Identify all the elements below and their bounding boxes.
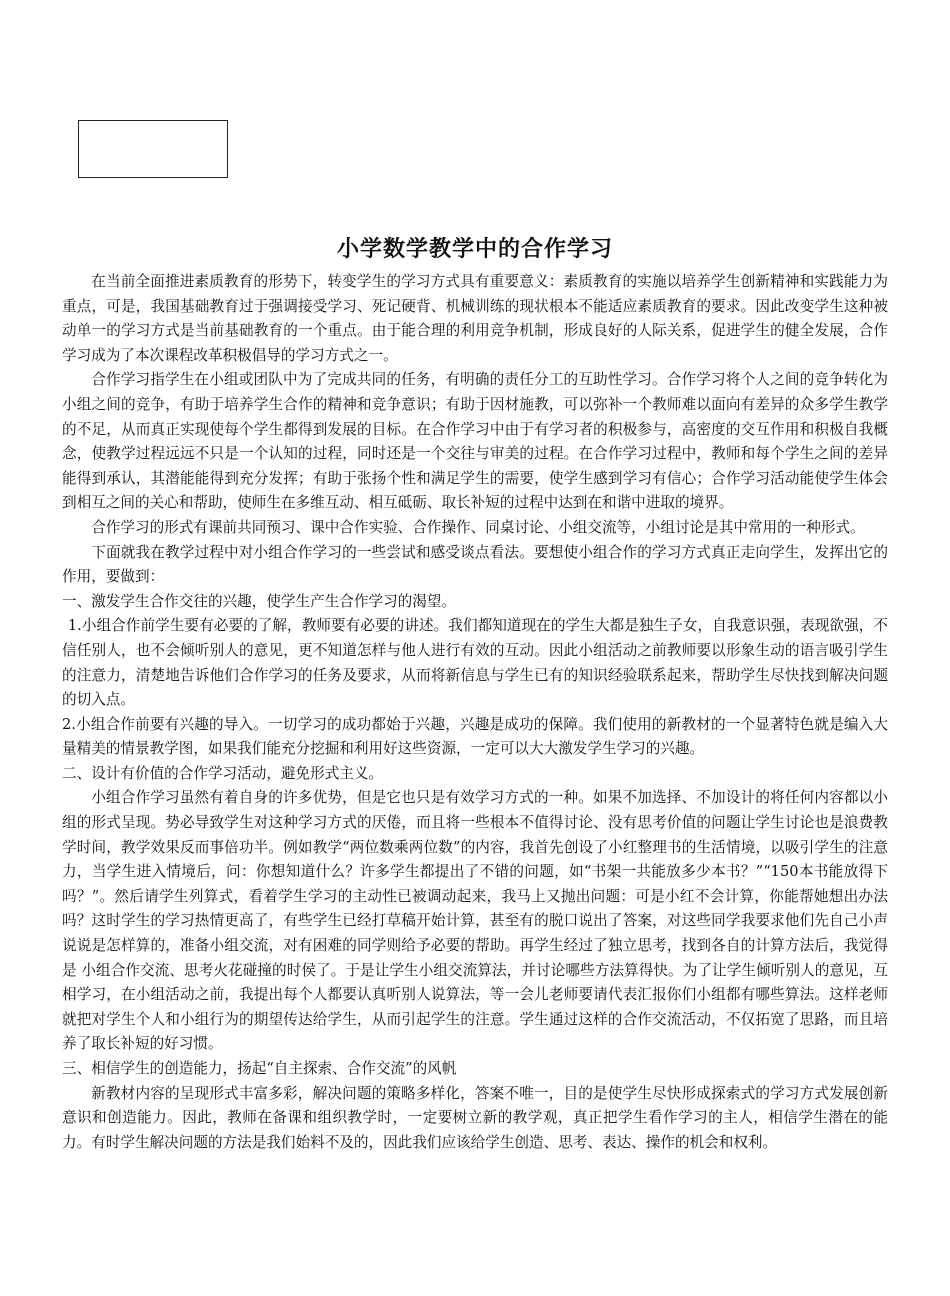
section-heading-2: 二、设计有价值的合作学习活动，避免形式主义。 xyxy=(62,764,384,782)
paragraph: 合作学习指学生在小组或团队中为了完成共同的任务，有明确的责任分工的互助性学习。合作学习将个人之间的竞争转化为小组之间的竞争，有助于培养学生合作的精神和竞争意识；有助于因材施教，可以弥补一个教师难以面向有差异的众多学生教学的不足，从而真正实现使每个学生都得到发展的目标。在合作学习中由于有学习者的积极参与，高密度的交互作用和积极自我概念，使教学过程远远不只是一个认知的过程，同时还是一个交往与审美的过程。在合作学习过程中，教师和每个学生之间的差异能得到承认，其潜能能得到充分发挥；有助于张扬个性和满足学生的需要，使学生感到学习有信心；合作学习活动能使学生体会到相互之间的关心和帮助，使师生在多维互动、相互砥砺、取长补短的过程中达到在和谐中进取的境界。 xyxy=(62,371,888,512)
blank-box xyxy=(78,120,228,178)
paragraph: 在当前全面推进素质教育的形势下，转变学生的学习方式具有重要意义：素质教育的实施以培养学生创新精神和实践能力为重点，可是，我国基础教育过于强调接受学习、死记硬背、机械训练的现状根本不能适应素质教育的要求。因此改变学生这种被动单一的学习方式是当前基础教育的一个重点。由于能合理的利用竞争机制，形成良好的人际关系，促进学生的健全发展，合作学习成为了本次课程改革积极倡导的学习方式之一。 xyxy=(62,273,888,364)
section-heading-1: 一、激发学生合作交往的兴趣，使学生产生合作学习的渴望。 xyxy=(62,592,457,610)
list-item: 1.小组合作前学生要有必要的了解，教师要有必要的讲述。我们都知道现在的学生大都是独生子女，自我意识强，表现欲强，不信任别人，也不会倾听别人的意见，更不知道怎样与他人进行有效的互动。因此小组活动之前教师要以形象生动的语言吸引学生的注意力，清楚地告诉他们合作学习的任务及要求，从而将新信息与学生已有的知识经验联系起来，帮助学生尽快找到解决问题的切入点。 xyxy=(62,617,888,709)
list-item: 2.小组合作前要有兴趣的导入。一切学习的成功都始于兴趣，兴趣是成功的保障。我们使用的新教材的一个显著特色就是编入大量精美的情景教学图，如果我们能充分挖掘和利用好这些资源，一定可以大大激发学生学习的兴趣。 xyxy=(62,715,888,758)
paragraph: 下面就我在教学过程中对小组合作学习的一些尝试和感受谈点看法。要想使小组合作的学习方式真正走向学生，发挥出它的作用，要做到： xyxy=(62,543,888,586)
section-heading-3: 三、相信学生的创造能力，扬起“自主探索、合作交流”的风帆 xyxy=(62,1060,457,1077)
document-body xyxy=(62,270,888,1155)
paragraph: 合作学习的形式有课前共同预习、课中合作实验、合作操作、同桌讨论、小组交流等，小组讨论是其中常用的一种形式。 xyxy=(91,518,865,536)
document-title: 小学数学教学中的合作学习 xyxy=(336,237,613,262)
paragraph: 小组合作学习虽然有着自身的许多优势，但是它也只是有效学习方式的一种。如果不加选择、不加设计的将任何内容都以小组的形式呈现。势必导致学生对这种学习方式的厌倦，而且将一些根本不值得讨论、没有思考价值的问题让学生讨论也是浪费教学时间，教学效果反而事倍功半。例如教学“两位数乘两位数”的内容，我首先创设了小红整理书的生活情境，以吸引学生的注意力，当学生进入情境后，问：你想知道什么？许多学生都提出了不错的问题，如“书架一共能放多少本书？”“150本书能放得下吗？”。然后请学生列算式，看着学生学习的主动性已被调动起来，我马上又抛出问题：可是小红不会计算，你能帮她想出办法吗？这时学生的学习热情更高了，有些学生已经打草稿开始计算，甚至有的脱口说出了答案，对这些同学我要求他们先自己小声说说是怎样算的，准备小组交流，对有困难的同学则给予必要的帮助。再学生经过了独立思考，找到各自的计算方法后，我觉得是 小组合作交流、思考火花碰撞的时侯了。于是让学生小组交流算法，并讨论哪些方法算得快。为了让学生倾听别人的意见，互相学习，在小组活动之前，我提出每个人都要认真听别人说算法，等一会儿老师要请代表汇报你们小组都有哪些算法。这样老师就把对学生个人和小组行为的期望传达给学生，从而引起学生的注意。学生通过这样的合作交流活动，不仅拓宽了思路，而且培养了取长补短的好习惯。 xyxy=(62,789,888,1053)
paragraph: 新教材内容的呈现形式丰富多彩，解决问题的策略多样化，答案不唯一，目的是使学生尽快形成探索式的学习方式发展创新意识和创造能力。因此，教师在备课和组织教学时，一定要树立新的教学观，真正把学生看作学习的主人，相信学生潜在的能力。有时学生解决问题的方法是我们始料不及的，因此我们应该给学生创造、思考、表达、操作的机会和权利。 xyxy=(62,1084,888,1151)
